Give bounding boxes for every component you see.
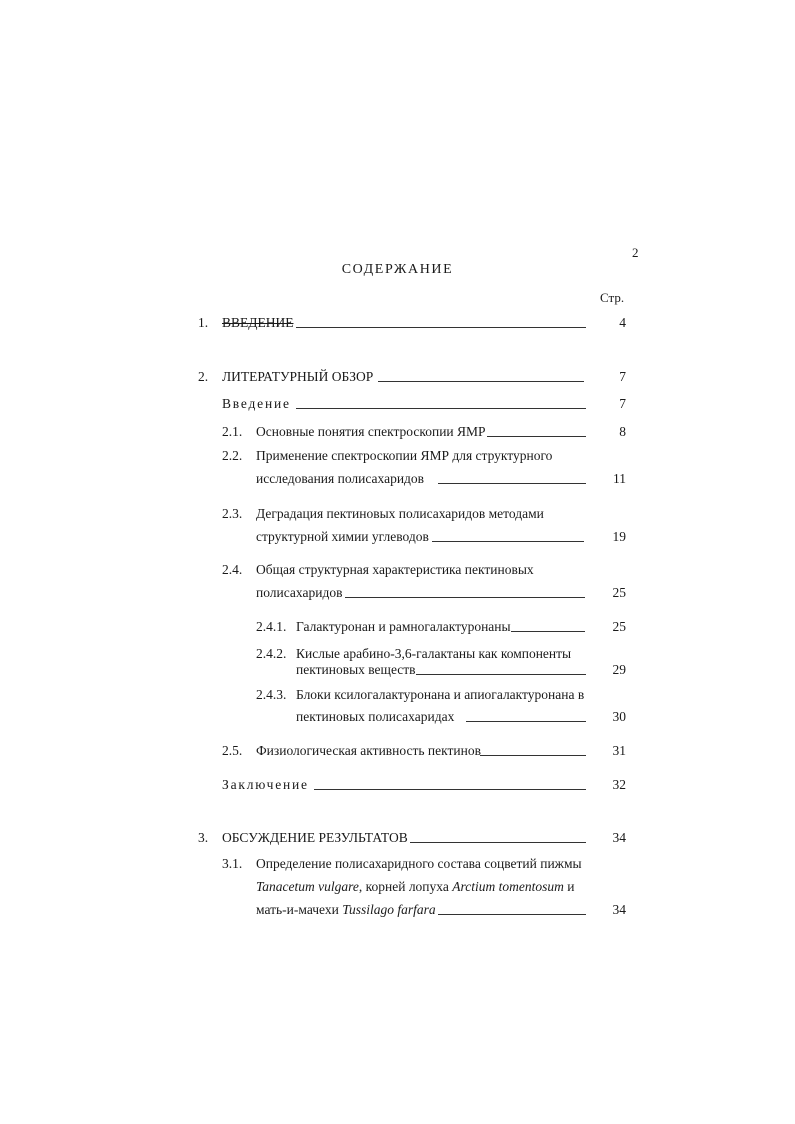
toc-number: 2.1. <box>222 424 243 439</box>
toc-entry-pectin-degradation-link[interactable]: Деградация пектиновых полисахаридов методами <box>256 506 544 521</box>
toc-number: 2.4. <box>222 562 243 577</box>
toc-leader-line <box>296 408 586 409</box>
toc-page-number: 4 <box>619 315 626 330</box>
toc-number: 2.4.3. <box>256 687 287 702</box>
toc-leader-line <box>480 755 586 756</box>
toc-number: 2.5. <box>222 743 243 758</box>
toc-leader-line <box>296 327 586 328</box>
toc-entry-continuation: структурной химии углеводов <box>256 529 429 544</box>
toc-entry-text: мать-и-мачехи <box>256 902 343 917</box>
toc-leader-line <box>438 914 586 915</box>
toc-page-number: 11 <box>613 471 626 486</box>
page-column-label: Стр. <box>600 290 625 305</box>
toc-entry-continuation <box>256 901 436 919</box>
toc-page-number: 7 <box>619 396 626 411</box>
toc-entry-conclusion-link[interactable]: Заключение <box>222 777 309 792</box>
toc-entry-results-discussion-link[interactable]: ОБСУЖДЕНИЕ РЕЗУЛЬТАТОВ <box>222 830 408 845</box>
toc-page-number: 8 <box>619 424 626 439</box>
toc-entry-continuation: пектиновых полисахаридах <box>296 709 455 724</box>
toc-page-number: 25 <box>612 585 626 600</box>
toc-entry-nmr-application-link[interactable]: Применение спектроскопии ЯМР для структурного <box>256 448 553 463</box>
toc-entry-continuation <box>256 878 574 896</box>
page-title: СОДЕРЖАНИЕ <box>341 262 454 277</box>
toc-number: 3. <box>198 830 209 845</box>
toc-page-number: 25 <box>612 619 626 634</box>
toc-entry-continuation: полисахаридов <box>256 585 343 600</box>
page-number: 2 <box>632 245 639 260</box>
toc-entry-xylogalacturonan-link[interactable]: Блоки ксилогалактуронана и апиогалактуронана в <box>296 687 585 702</box>
toc-entry-pectin-structure-link[interactable]: Общая структурная характеристика пектиновых <box>256 562 534 577</box>
toc-entry-galacturonan-link[interactable]: Галактуронан и рамногалактуронаны <box>296 619 511 634</box>
toc-entry-review-introduction-link[interactable]: Введение <box>222 396 291 411</box>
toc-entry-nmr-basics-link[interactable]: Основные понятия спектроскопии ЯМР <box>256 424 486 439</box>
species-name-tanacetum: Tanacetum vulgare <box>256 879 359 894</box>
toc-leader-line <box>511 631 585 632</box>
toc-number: 2.4.1. <box>256 619 287 634</box>
toc-page-number: 29 <box>612 662 626 677</box>
toc-leader-line <box>314 789 586 790</box>
toc-page-number: 31 <box>612 743 626 758</box>
toc-leader-line <box>345 597 585 598</box>
toc-entry-polysaccharide-composition-link[interactable]: Определение полисахаридного состава соцветий пижмы <box>256 856 582 871</box>
toc-number: 3.1. <box>222 856 243 871</box>
species-name-arctium: Arctium tomentosum <box>452 879 564 894</box>
toc-entry-literature-review-link[interactable]: ЛИТЕРАТУРНЫЙ ОБЗОР <box>222 369 374 384</box>
toc-page-number: 30 <box>612 709 626 724</box>
toc-number: 2.3. <box>222 506 243 521</box>
toc-leader-line <box>432 541 584 542</box>
toc-leader-line <box>416 674 586 675</box>
toc-entry-text: , корней лопуха <box>358 879 453 894</box>
toc-number: 1. <box>198 315 209 330</box>
toc-page-number: 7 <box>619 369 626 384</box>
species-name-tussilago: Tussilago farfara <box>342 902 436 917</box>
toc-page-number: 19 <box>612 529 626 544</box>
toc-number: 2.2. <box>222 448 243 463</box>
toc-leader-line <box>438 483 586 484</box>
toc-leader-line <box>487 436 586 437</box>
toc-leader-line <box>410 842 586 843</box>
toc-leader-line <box>378 381 584 382</box>
toc-entry-text: и <box>563 879 575 894</box>
toc-number: 2. <box>198 369 209 384</box>
toc-entry-continuation: исследования полисахаридов <box>256 471 425 486</box>
toc-entry-introduction-link[interactable]: ВВЕДЕНИЕ <box>222 315 294 330</box>
toc-leader-line <box>466 721 586 722</box>
toc-page-number: 34 <box>612 902 626 917</box>
toc-entry-arabinogalactans-link[interactable]: Кислые арабино-3,6-галактаны как компоненты <box>296 646 572 661</box>
toc-page-number: 32 <box>612 777 626 792</box>
toc-page-number: 34 <box>612 830 626 845</box>
toc-entry-continuation: пектиновых веществ <box>296 662 416 677</box>
toc-entry-physiological-activity-link[interactable]: Физиологическая активность пектинов <box>256 743 481 758</box>
toc-number: 2.4.2. <box>256 646 287 661</box>
